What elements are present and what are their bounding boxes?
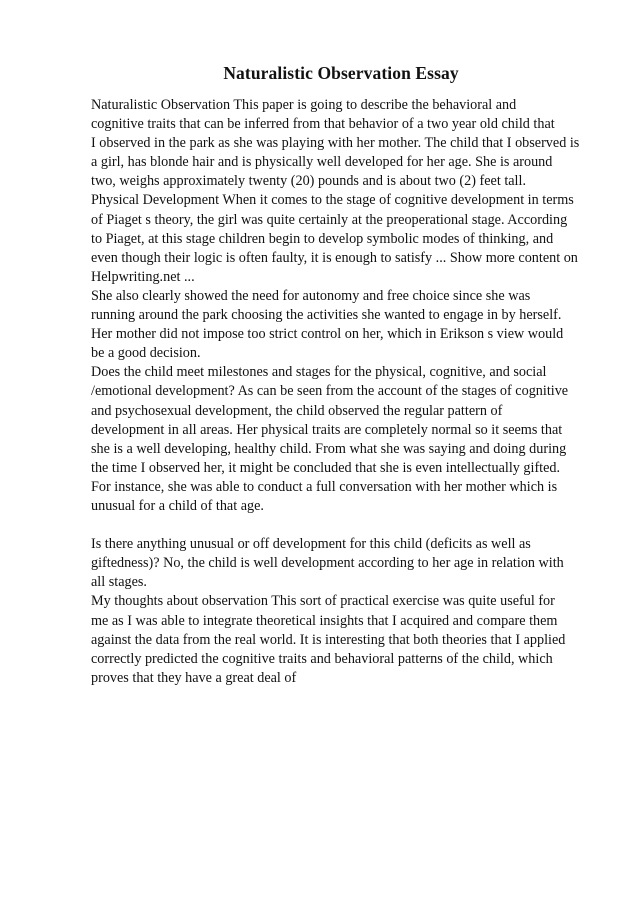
- text-line: My thoughts about observation This sort of practical exercise was quite useful for: [91, 593, 555, 610]
- text-line: the time I observed her, it might be concluded that she is even intellectually gifted.: [91, 459, 561, 476]
- document-body: [91, 96, 611, 688]
- text-line: /emotional development? As can be seen from the account of the stages of cognitive: [91, 383, 569, 400]
- document-title: Naturalistic Observation Essay: [223, 63, 459, 83]
- text-line: two, weighs approximately twenty (20) pounds and is about two (2) feet tall.: [91, 173, 526, 190]
- text-line: Does the child meet milestones and stages for the physical, cognitive, and social: [91, 364, 547, 381]
- text-line: all stages.: [91, 574, 147, 591]
- text-line: unusual for a child of that age.: [91, 497, 264, 514]
- text-line: Helpwriting.net ...: [91, 268, 195, 285]
- text-line: Physical Development When it comes to the stage of cognitive development in terms: [91, 192, 574, 209]
- text-line: running around the park choosing the activities she wanted to engage in by herself.: [91, 307, 562, 324]
- text-line: against the data from the real world. It is interesting that both theories that I applied: [91, 631, 566, 648]
- text-line: proves that they have a great deal of: [91, 669, 297, 686]
- text-line: and psychosexual development, the child observed the regular pattern of: [91, 402, 503, 419]
- text-line: She also clearly showed the need for autonomy and free choice since she was: [91, 287, 531, 304]
- text-line: me as I was able to integrate theoretical insights that I acquired and compare them: [91, 612, 558, 629]
- text-line: of Piaget s theory, the girl was quite certainly at the preoperational stage. According: [91, 211, 568, 228]
- text-line: I observed in the park as she was playing with her mother. The child that I observed is: [91, 135, 580, 152]
- text-line: to Piaget, at this stage children begin to develop symbolic modes of thinking, and: [91, 230, 554, 247]
- blank-line: [91, 516, 611, 535]
- text-line: be a good decision.: [91, 345, 201, 362]
- text-line: Her mother did not impose too strict control on her, which in Erikson s view would: [91, 326, 564, 343]
- text-line: cognitive traits that can be inferred from that behavior of a two year old child that: [91, 116, 555, 133]
- text-line: correctly predicted the cognitive traits and behavioral patterns of the child, which: [91, 650, 553, 667]
- text-line: a girl, has blonde hair and is physically well developed for her age. She is around: [91, 154, 553, 171]
- text-line: she is a well developing, healthy child. From what she was saying and doing during: [91, 440, 567, 457]
- text-line: giftedness)? No, the child is well development according to her age in relation with: [91, 555, 564, 572]
- text-line: development in all areas. Her physical traits are completely normal so it seems that: [91, 421, 563, 438]
- text-line: Is there anything unusual or off development for this child (deficits as well as: [91, 536, 531, 553]
- text-line: For instance, she was able to conduct a full conversation with her mother which is: [91, 478, 558, 495]
- text-line: Naturalistic Observation This paper is going to describe the behavioral and: [91, 97, 517, 113]
- text-line: even though their logic is often faulty, it is enough to satisfy ... Show more content on: [91, 249, 578, 266]
